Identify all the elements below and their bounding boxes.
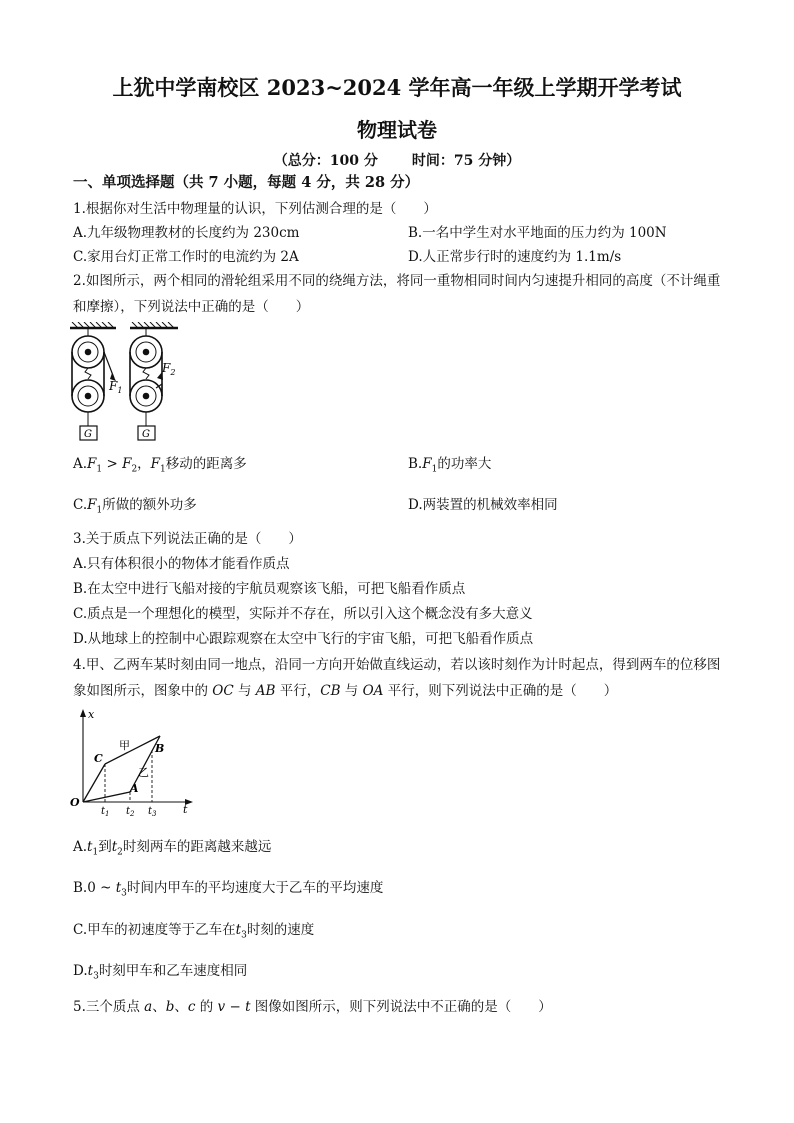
total-score: （总分：100 分: [273, 153, 378, 169]
displacement-graph: [66, 706, 196, 818]
q2-option-c: $C.F_1$所做的额外功多: [73, 497, 197, 516]
q2-option-a: $A.F_1 > F_2$，$F_1$移动的距离多: [73, 456, 247, 475]
q4-option-b: B.0 ~ $t_3$时间内甲车的平均速度大于乙车的平均速度: [73, 880, 384, 899]
q1-option-d: D.人正常步行时的速度约为 1.1m/s: [408, 249, 622, 265]
exam-time: 时间：75 分钟）: [411, 153, 521, 169]
q4-stem: 4.甲、乙两车某时刻由同一地点，沿同一方向开始做直线运动，若以该时刻作为计时起点，得到两车的位移图象如图所示，图象中的 OC 与 AB 平行，CB 与 OA 平行，则下列说法中正确的是（ ）: [73, 657, 721, 699]
q2-option-d: D.两装置的机械效率相同: [408, 497, 558, 513]
point-b-label: B: [155, 742, 165, 755]
q3-option-c: C.质点是一个理想化的模型，实际并不存在，所以引入这个概念没有多大意义: [73, 606, 533, 622]
axis-t-label: t: [183, 803, 188, 816]
q3-option-b: B.在太空中进行飞船对接的宇航员观察该飞船，可把飞船看作质点: [73, 581, 466, 597]
point-c-label: C: [94, 752, 103, 765]
label-f1: $F_1$: [109, 379, 123, 395]
exam-title: 上犹中学南校区 2023~2024 学年高一年级上学期开学考试: [112, 75, 682, 100]
exam-meta: [0, 150, 794, 170]
q4-option-a: $A.t_1$到$t_2$时刻两车的距离越来越远: [73, 839, 272, 858]
q3-option-a: A.只有体积很小的物体才能看作质点: [73, 556, 290, 572]
label-g-left: G: [84, 429, 92, 440]
tick-t2: $t_2$: [126, 806, 135, 818]
label-jia: 甲: [119, 739, 130, 752]
q2-option-b: $B.F_1$的功率大: [408, 456, 492, 475]
label-f2: $F_2$: [162, 361, 176, 377]
label-yi: 乙: [138, 766, 149, 779]
q4-option-d: $D.t_3$时刻甲车和乙车速度相同: [73, 963, 248, 982]
exam-subject: 物理试卷: [357, 118, 437, 142]
q4-option-c: C.甲车的初速度等于乙车在$t_3$时刻的速度: [73, 922, 315, 941]
origin-label: O: [70, 796, 80, 809]
pulley-figure: [66, 322, 196, 446]
q2-stem: 2.如图所示，两个相同的滑轮组采用不同的绕绳方法，将同一重物相同时间内匀速提升相同的高度（不计绳重和摩擦），下列说法中正确的是（ ）: [73, 273, 721, 315]
q1-option-c: C.家用台灯正常工作时的电流约为 2A: [73, 249, 299, 265]
q5-stem: 5.三个质点 a、b、c 的 v − t 图像如图所示，则下列说法中不正确的是（ ）: [73, 999, 552, 1015]
q1-stem: 1.根据你对生活中物理量的认识，下列估测合理的是（ ）: [73, 201, 437, 217]
axis-x-label: x: [88, 708, 95, 721]
q1-option-a: A.九年级物理教材的长度约为 230cm: [73, 225, 300, 241]
point-a-label: A: [130, 782, 139, 795]
q3-option-d: D.从地球上的控制中心跟踪观察在太空中飞行的宇宙飞船，可把飞船看作质点: [73, 631, 534, 647]
tick-t3: $t_3$: [148, 806, 157, 818]
q3-stem: 3.关于质点下列说法正确的是（ ）: [73, 531, 302, 547]
tick-t1: $t_1$: [101, 806, 110, 818]
section-heading: 一、单项选择题（共 7 小题，每题 4 分，共 28 分）: [73, 174, 420, 191]
q1-option-b: B.一名中学生对水平地面的压力约为 100N: [408, 225, 667, 241]
label-g-right: G: [142, 429, 150, 440]
